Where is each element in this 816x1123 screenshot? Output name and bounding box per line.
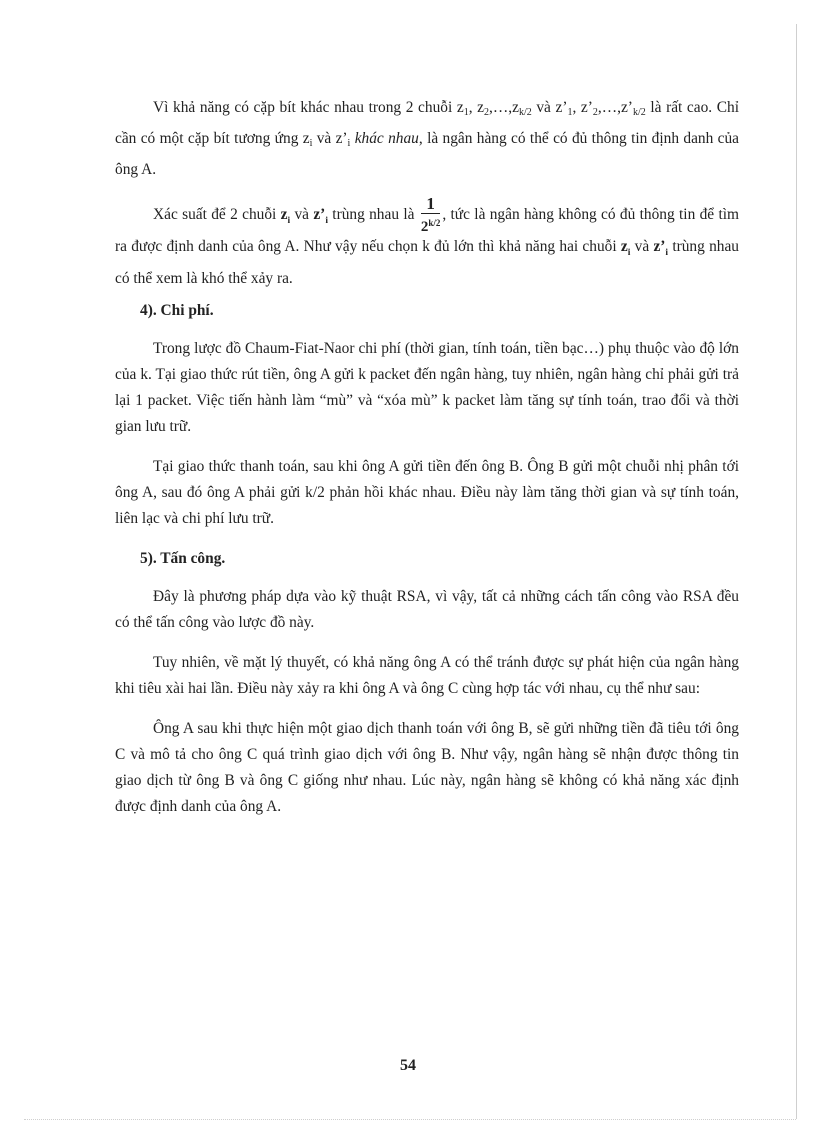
text-run: Vì khả năng có cặp bít khác nhau trong 2 chuỗi z	[153, 99, 464, 116]
fraction-numerator: 1	[421, 197, 441, 214]
page-number: 54	[400, 1057, 416, 1074]
paragraph-probability	[115, 194, 739, 292]
fraction-denominator	[421, 214, 441, 234]
text-run: ,…,z	[489, 99, 519, 116]
denominator-exponent: k/2	[428, 218, 441, 228]
fraction-formula	[420, 194, 441, 235]
paragraph-cost-withdrawal: Trong lược đồ Chaum-Fiat-Naor chi phí (thời gian, tính toán, tiền bạc…) phụ thuộc vào độ lớn của k. Tại giao thức rút tiền, ông A gửi k packet đến ngân hàng, tuy nhiên, ngân hàng chỉ phải gửi trả lại 1 packet. Việc tiến hành làm “mù” và “xóa mù” k packet làm tăng sự tính toán, trao đổi và thời gian lưu trữ.	[115, 340, 739, 436]
subscript: i	[309, 138, 313, 149]
text-run: và z’	[531, 99, 568, 116]
subscript: 1	[567, 107, 573, 118]
paragraph-bit-pairs	[115, 95, 739, 183]
subscript: i	[627, 248, 631, 259]
text-run: và	[290, 206, 314, 224]
text-run: , z	[468, 99, 485, 116]
italic-text: khác nhau	[354, 130, 419, 147]
section-heading-attack: 5). Tấn công.	[140, 550, 226, 568]
text-run: trùng nhau có thể xem là khó thể xảy ra.	[115, 238, 739, 288]
text-run: Xác suất để 2 chuỗi	[153, 206, 281, 224]
bold-variable: z’	[653, 238, 666, 256]
page-border-bottom	[24, 1119, 796, 1120]
page-border-right	[796, 24, 797, 1119]
paragraph-attack-collusion: Ông A sau khi thực hiện một giao dịch thanh toán với ông B, sẽ gửi những tiền đã tiêu tới ông C và mô tả cho ông C quá trình giao dịch với ông B. Như vậy, ngân hàng sẽ nhận được thông tin giao dịch từ ông B và ông C giống như nhau. Lúc này, ngân hàng sẽ không có khả năng xác định được định danh của ông A.	[115, 720, 739, 816]
bold-variable: z	[280, 206, 288, 224]
paragraph-cost-payment: Tại giao thức thanh toán, sau khi ông A gửi tiền đến ông B. Ông B gửi một chuỗi nhị phân tới ông A, sau đó ông A phải gửi k/2 phản hồi khác nhau. Điều này làm tăng thời gian và sự tính toán, liên lạc và chi phí lưu trữ.	[115, 458, 739, 528]
denominator-base: 2	[420, 219, 429, 235]
text-run: và	[630, 238, 654, 256]
bold-variable: z	[620, 238, 628, 256]
text-run: là rất cao. Chỉ cần có một cặp bít tương ứng z	[115, 99, 739, 147]
subscript: 2	[484, 107, 490, 118]
text-run: trùng nhau là	[327, 206, 419, 224]
text-run: , tức là ngân hàng không có đủ thông tin để tìm ra được định danh của ông A. Như vậy nếu chọn k đủ lớn thì khả năng hai chuỗi	[115, 206, 739, 256]
subscript: i	[287, 216, 291, 227]
text-run: và z’	[312, 130, 348, 147]
subscript: i	[347, 138, 351, 149]
subscript: k/2	[518, 107, 532, 118]
subscript: i	[665, 248, 669, 259]
text-run: ,…,z’	[597, 99, 633, 116]
text-run: , z’	[572, 99, 593, 116]
body-text	[115, 95, 739, 834]
section-heading-cost: 4). Chi phí.	[140, 302, 214, 320]
bold-variable: z’	[313, 206, 326, 224]
subscript: 1	[463, 107, 469, 118]
subscript: 2	[592, 107, 598, 118]
subscript: i	[325, 216, 328, 227]
text-run: , là ngân hàng có thể có đủ thông tin định danh của ông A.	[115, 130, 740, 178]
paragraph-attack-theory: Tuy nhiên, về mặt lý thuyết, có khả năng ông A có thể tránh được sự phát hiện của ngân hàng khi tiêu xài hai lần. Điều này xảy ra khi ông A và ông C cùng hợp tác với nhau, cụ thể như sau:	[115, 654, 739, 698]
paragraph-attack-rsa: Đây là phương pháp dựa vào kỹ thuật RSA, vì vậy, tất cả những cách tấn công vào RSA đều có thể tấn công vào lược đồ này.	[115, 588, 739, 632]
subscript: k/2	[632, 107, 646, 118]
